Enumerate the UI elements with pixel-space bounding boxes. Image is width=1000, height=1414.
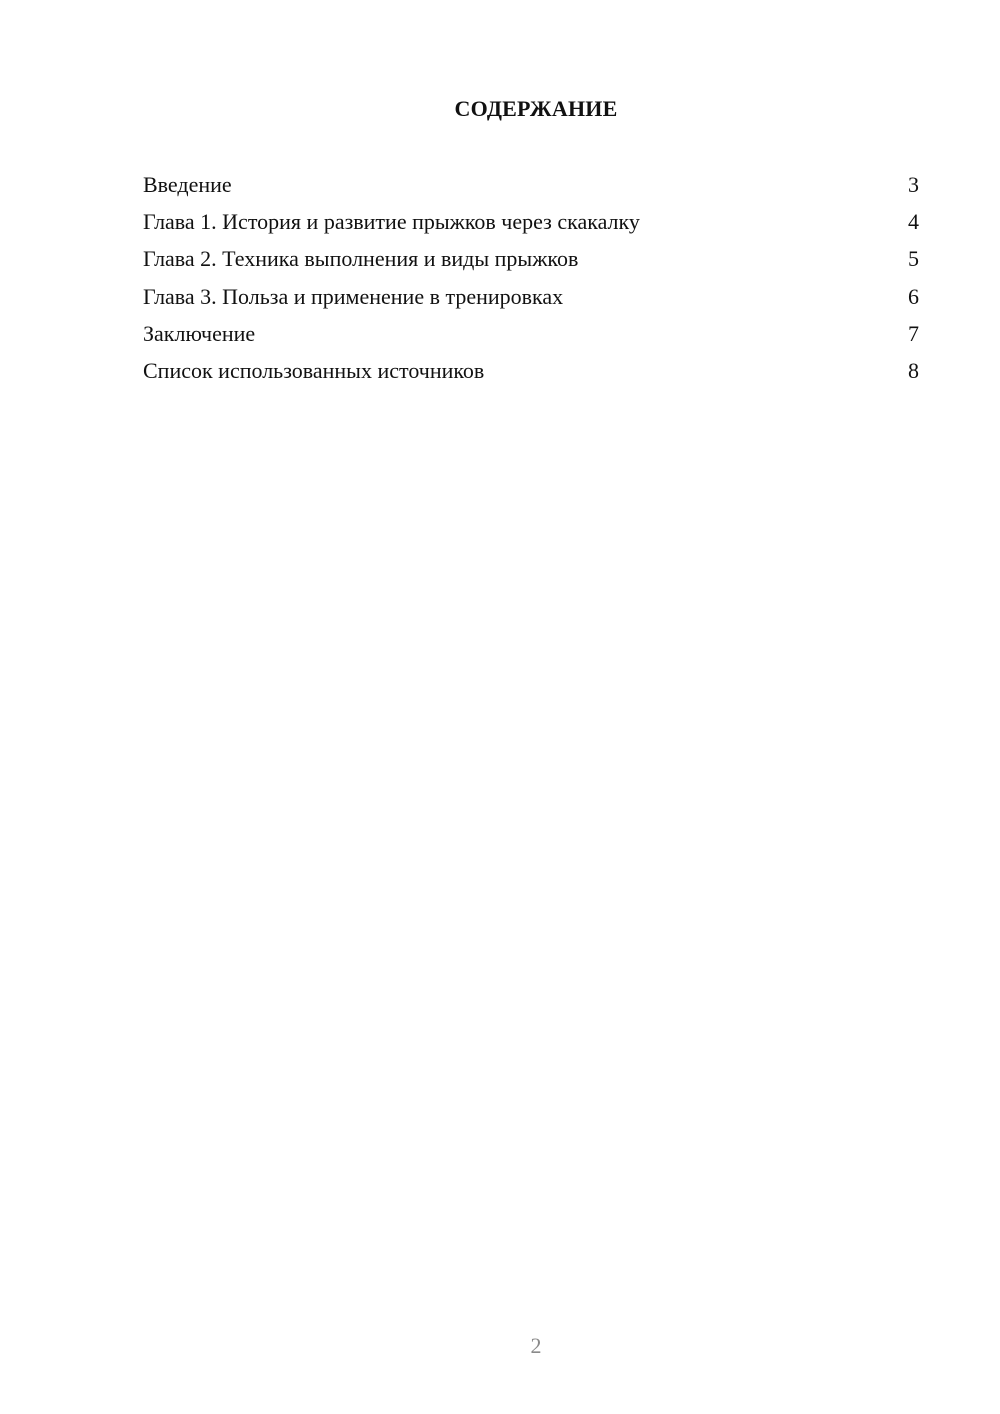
toc-entry-title: Глава 1. История и развитие прыжков через скакалку [143,209,640,235]
page-number: 2 [530,1333,542,1358]
toc-entry-chapter-1 [143,207,919,244]
toc-entry-title: Заключение [143,320,256,346]
toc-entry-conclusion [143,319,919,356]
page-title: СОДЕРЖАНИЕ [454,96,618,121]
table-of-contents [143,170,919,393]
toc-entry-page-number: 4 [908,209,919,235]
toc-entry-chapter-2 [143,244,919,281]
toc-entry-title: Глава 3. Польза и применение в тренировках [143,283,564,309]
toc-entry-chapter-3 [143,282,919,319]
toc-entry-page-number: 3 [908,172,919,197]
toc-entry-title: Список использованных источников [143,357,485,383]
toc-entry-page-number: 8 [908,357,919,383]
toc-entry-references [143,356,919,393]
toc-entry-introduction [143,170,919,207]
toc-entry-page-number: 5 [908,246,919,272]
toc-entry-page-number: 7 [908,320,919,346]
toc-entry-page-number: 6 [908,283,919,309]
toc-entry-title: Введение [143,172,232,197]
toc-entry-title: Глава 2. Техника выполнения и виды прыжков [143,246,579,272]
